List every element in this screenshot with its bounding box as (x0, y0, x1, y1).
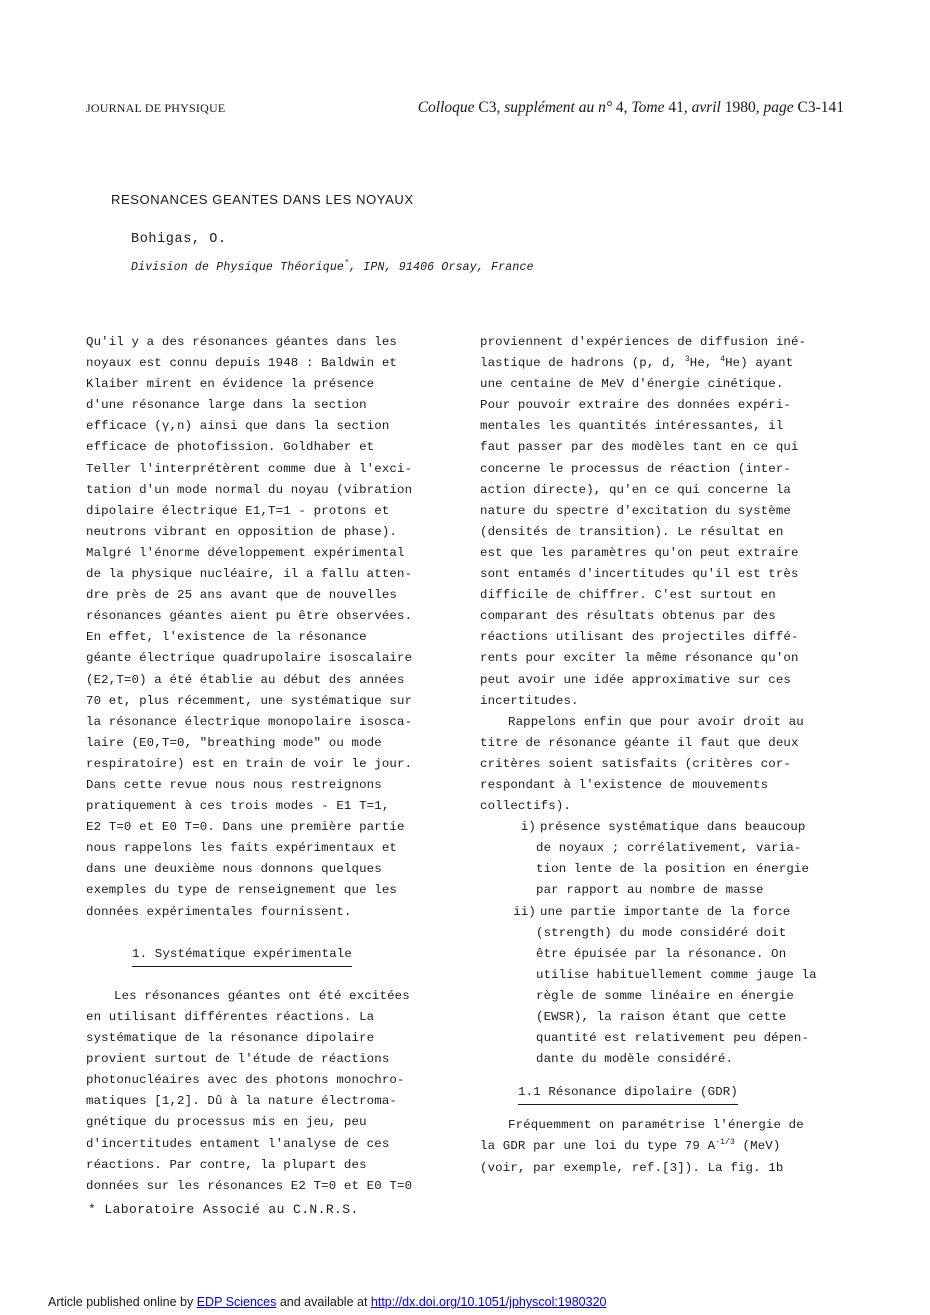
text-line: gnétique du processus mis en jeu, peu (86, 1115, 367, 1130)
text-line: dipolaire électrique E1,T=1 - protons et (86, 503, 390, 518)
text-line: par rapport au nombre de masse (536, 883, 764, 898)
text-line: tation d'un mode normal du noyau (vibration (86, 482, 413, 497)
list-item-first-line (480, 902, 855, 923)
text-line: laire (E0,T=0, "breathing mode" ou mode (86, 735, 382, 750)
text-line: mentales les quantités intéressantes, il (480, 419, 784, 434)
text-line: nature du spectre d'excitation du système (480, 503, 792, 518)
text-line: résonances géantes aient pu être observées. (86, 609, 413, 624)
text-line: quantité est relativement peu dépen- (536, 1031, 810, 1046)
text-line: respondant à l'existence de mouvements (480, 777, 769, 792)
colloque-id: C3, (478, 99, 501, 116)
text-line: règle de somme linéaire en énergie (536, 988, 794, 1003)
text-line: Fréquemment on paramétrise l'énergie de (508, 1118, 804, 1133)
right-column (480, 332, 855, 1179)
criterion-item-1 (480, 817, 855, 901)
systematique-paragraph (86, 986, 466, 1197)
text-line: proviennent d'expériences de diffusion iné- (480, 335, 807, 349)
text-line: une centaine de MeV d'énergie cinétique. (480, 377, 784, 392)
text-line: efficace (γ,n) ainsi que dans la section (86, 419, 390, 434)
intro-paragraph (86, 332, 466, 923)
issue-number: 4, (615, 99, 628, 116)
text-line: action directe), qu'en ce qui concerne la (480, 482, 792, 497)
text-line: réactions. Par contre, la plupart des (86, 1157, 367, 1172)
text-line: la résonance électrique monopolaire isosca- (86, 714, 413, 729)
tome-label: Tome (631, 99, 665, 116)
text-line: systématique de la résonance dipolaire (86, 1031, 375, 1046)
text-line: photonucléaires avec des photons monochro- (86, 1073, 405, 1088)
text-line: (EWSR), la raison étant que cette (536, 1010, 787, 1024)
text-line: sont entamés d'incertitudes qu'il est très (480, 567, 799, 582)
text-line: est que les paramètres qu'on peut extraire (480, 545, 799, 560)
text-line: la GDR par une loi du type 79 $A^{-1/3}$ (MeV) (480, 1138, 781, 1154)
text-line: d'une résonance large dans la section (86, 398, 367, 413)
text-line: neutrons vibrant en opposition de phase). (86, 524, 398, 539)
text-line: données expérimentales fournissent. (86, 904, 352, 919)
text-line: dans une deuxième nous donnons quelques (86, 862, 382, 877)
text-line: (strength) du mode considéré doit (536, 925, 787, 940)
text-line: de la physique nucléaire, il a fallu atten- (86, 567, 413, 582)
text-line: noyaux est connu depuis 1948 : Baldwin et (86, 356, 398, 371)
text-line: d'incertitudes entament l'analyse de ces (86, 1136, 390, 1151)
publisher-link[interactable]: EDP Sciences (196, 1295, 277, 1309)
text-line: Pour pouvoir extraire des données expéri- (480, 398, 792, 413)
text-line: Les résonances géantes ont été excitées (114, 988, 410, 1003)
article-title: RESONANCES GEANTES DANS LES NOYAUX (111, 192, 414, 207)
page-label: page (763, 99, 794, 116)
criteria-paragraph (480, 712, 855, 817)
text-line: dante du modèle considéré. (536, 1052, 734, 1067)
author: Bohigas, O. (131, 232, 227, 247)
text-line: Rappelons enfin que pour avoir droit au (508, 714, 804, 729)
text-line: (densités de transition). Le résultat en (480, 524, 784, 539)
text-line: incertitudes. (480, 693, 579, 708)
page-number: C3-141 (797, 99, 844, 116)
supplement-label: supplément au n° (504, 99, 613, 116)
text-line: provient surtout de l'étude de réactions (86, 1052, 390, 1067)
text-line: faut passer par des modèles tant en ce qui (480, 440, 799, 455)
footnote-mark: * (344, 259, 350, 269)
text-line: (E2,T=0) a été établie au début des années (86, 672, 405, 687)
text-line: concerne le processus de réaction (inter- (480, 461, 792, 476)
list-text: une partie importante de la force (540, 904, 791, 919)
text-line: En effet, l'existence de la résonance (86, 630, 367, 645)
publication-footer: Article published online by EDP Sciences and available at http://dx.doi.org/10.1051/jphyscol:1980320 (48, 1295, 607, 1309)
text-line: difficile de chiffrer. C'est surtout en (480, 588, 776, 603)
text-line: utilise habituellement comme jauge la (536, 967, 817, 982)
text-line: titre de résonance géante il faut que deux (480, 735, 799, 750)
text-line: E2 T=0 et E0 T=0. Dans une première partie (86, 820, 405, 835)
text-line: collectifs). (480, 799, 572, 814)
hadron-paragraph (480, 374, 855, 712)
colloque-reference (418, 99, 844, 117)
text-line: nous rappelons les faits expérimentaux et (86, 841, 398, 856)
text-line: Dans cette revue nous nous restreignons (86, 777, 382, 792)
text-line: respiratoire) est en train de voir le jour. (86, 756, 413, 771)
text-line: matiques [1,2]. Dû à la nature électroma- (86, 1094, 398, 1109)
text-line: géante électrique quadrupolaire isoscalaire (86, 651, 413, 666)
text-line: (voir, par exemple, ref.[3]). La fig. 1b (480, 1160, 784, 1175)
text-line: pratiquement à ces trois modes - E1 T=1, (86, 799, 390, 814)
text-line: en utilisant différentes réactions. La (86, 1010, 375, 1024)
colloque-label: Colloque (417, 99, 475, 116)
text-line: rents pour exciter la même résonance qu'on (480, 651, 799, 666)
footnote: * Laboratoire Associé au C.N.R.S. (88, 1202, 359, 1217)
section-heading-1: 1. Systématique expérimentale (132, 945, 352, 967)
text-line: comparant des résultats obtenus par des (480, 609, 776, 624)
affiliation: Division de Physique Théorique*, IPN, 91406 Orsay, France (131, 259, 534, 274)
year: 1980, (724, 99, 760, 116)
text-line: de noyaux ; corrélativement, varia- (536, 841, 802, 856)
text-line: données sur les résonances E2 T=0 et E0 T=0 (86, 1178, 413, 1193)
text-line: 70 et, plus récemment, une systématique sur (86, 693, 413, 708)
list-number: ii) (513, 904, 536, 919)
journal-name: JOURNAL DE PHYSIQUE (86, 101, 226, 115)
tome-number: 41, (668, 99, 688, 116)
text-line: dre près de 25 ans avant que de nouvelles (86, 588, 398, 603)
text-line: lastique de hadrons (p, d, $^3$He, $^4$He) ayant (480, 354, 794, 371)
text-line: réactions utilisant des projectiles diffé- (480, 630, 799, 645)
text-line: Klaiber mirent en évidence la présence (86, 377, 375, 392)
text-line: Malgré l'énorme développement expérimental (86, 545, 405, 560)
list-item-first-line (480, 817, 855, 838)
text-line: Qu'il y a des résonances géantes dans les (86, 335, 398, 349)
left-column (86, 332, 466, 1197)
text-line: Teller l'interprétèrent comme due à l'exci- (86, 461, 413, 476)
text-line: être épuisée par la résonance. On (536, 946, 787, 961)
doi-link[interactable]: http://dx.doi.org/10.1051/jphyscol:1980320 (370, 1295, 607, 1309)
text-line: exemples du type de renseignement que les (86, 883, 398, 898)
month: avril (691, 99, 721, 116)
list-text: présence systématique dans beaucoup (540, 820, 806, 835)
text-line: critères soient satisfaits (critères cor- (480, 756, 792, 771)
text-line: tion lente de la position en énergie (536, 862, 810, 877)
list-number: i) (520, 820, 536, 835)
section-heading-1-1: 1.1 Résonance dipolaire (GDR) (518, 1083, 738, 1105)
text-line: peut avoir une idée approximative sur ces (480, 672, 792, 687)
text-line: efficace de photofission. Goldhaber et (86, 440, 375, 455)
criterion-item-2 (480, 902, 855, 1071)
